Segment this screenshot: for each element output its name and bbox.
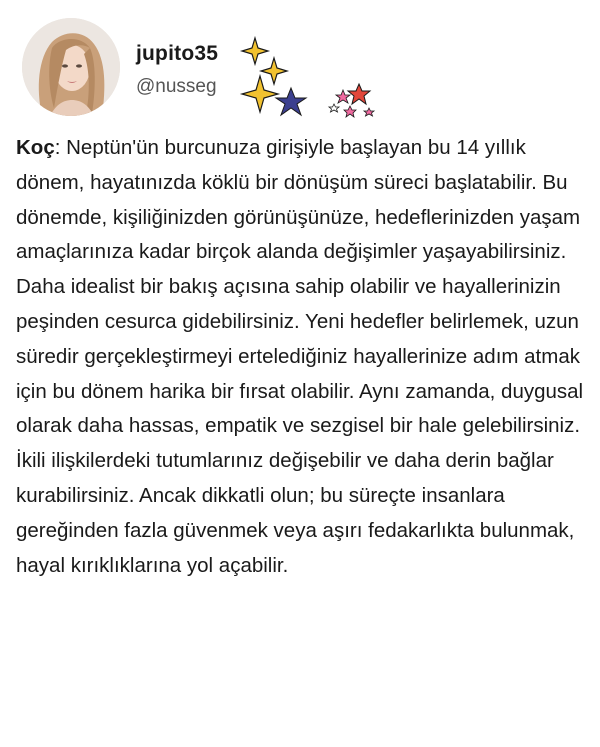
zodiac-sign: Koç — [16, 136, 55, 159]
star-icon — [344, 106, 356, 117]
star-icon — [276, 88, 306, 115]
sparkle-icon — [242, 76, 278, 112]
star-icon — [348, 84, 370, 104]
username[interactable]: jupito35 — [136, 42, 219, 65]
post-body — [16, 131, 588, 583]
sparkle-icon — [242, 38, 268, 64]
star-icon — [364, 108, 374, 116]
star-icon — [329, 104, 339, 112]
post-header — [22, 18, 582, 118]
avatar[interactable] — [22, 18, 120, 116]
star-icon — [336, 90, 350, 103]
post-text: : Neptün'ün burcunuza girişiyle başlayan bu 14 yıllık dönem, hayatınızda köklü bir dönüşüm süreci başlatabilir. Bu dönemde, kişiliğinizden görünüşünüze, hedeflerinizden yaşam amaçlarınıza kadar birçok alanda değişimler yaşayabilirsiniz. Daha idealist bir bakış açısına sahip olabilir ve hayallerinizin peşinden cesurca gidebilirsiniz. Yeni hedefler belirlemek, uzun süredir gerçekleştirmeyi ertelediğiniz hayallerinize adım atmak için bu dönem harika bir fırsat olabilir. Aynı zamanda, duygusal olarak daha hassas, empatik ve sezgisel bir hale gelebilirsiniz. İkili ilişkilerdeki tutumlarınız değişebilir ve daha derin bağlar kurabilirsiniz. Ancak dikkatli olun; bu süreçte insanlara gereğinden fazla güvenmek veya aşırı fedakarlıkta bulunmak, hayal kırıklıklarına yol açabilir. — [16, 136, 584, 577]
user-handle: @nusseg — [136, 76, 217, 97]
sparkle-icon — [261, 58, 287, 84]
